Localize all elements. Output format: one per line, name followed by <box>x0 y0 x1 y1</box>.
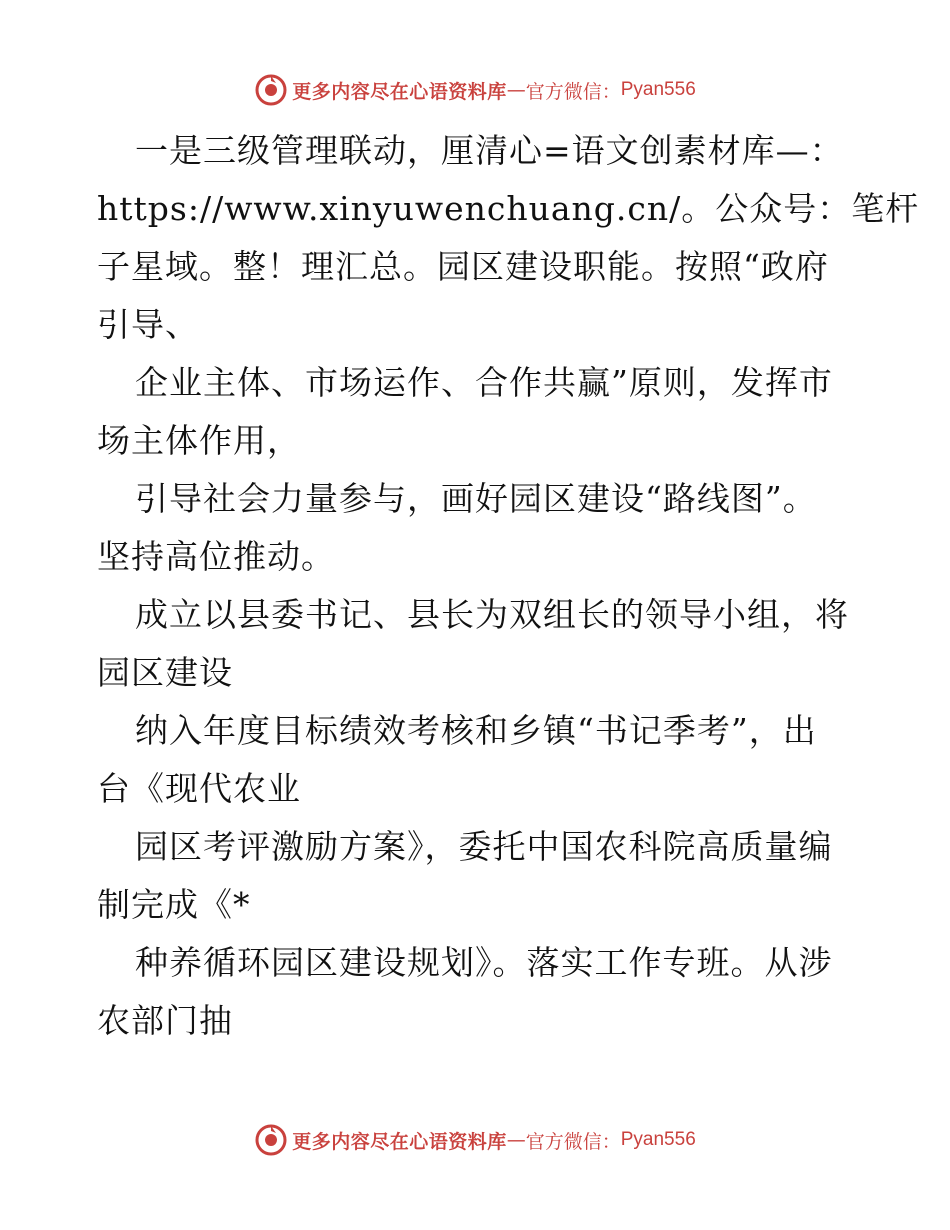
brand-logo-icon <box>254 73 288 107</box>
body-line: 成立以县委书记、县长为双组长的领导小组，将 <box>135 595 849 634</box>
body-line: 园区建设 <box>97 653 233 692</box>
body-line: 种养循环园区建设规划》。落实工作专班。从涉 <box>135 943 833 982</box>
footer-wechat-label: 官方微信： <box>525 1130 621 1153</box>
body-line: 农部门抽 <box>97 1001 233 1040</box>
header-text: 更多内容尽在心语资料库 <box>292 80 507 103</box>
body-line: 子星域。整！理汇总。园区建设职能。按照“政府 <box>97 247 829 286</box>
body-line: 引导、 <box>97 305 199 344</box>
body-line: 场主体作用， <box>97 421 301 460</box>
body-line: 纳入年度目标绩效考核和乡镇“书记季考”，出 <box>135 711 817 750</box>
body-line: 一是三级管理联动，厘清心=语文创素材库—： <box>135 131 844 170</box>
body-line: https://www.xinyuwenchuang.cn/。公众号：笔杆 <box>97 189 920 228</box>
body-line: 坚持高位推动。 <box>97 537 335 576</box>
header-banner <box>0 70 950 110</box>
body-line: 企业主体、市场运作、合作共赢”原则，发挥市 <box>135 363 833 402</box>
body-line: 园区考评激励方案》，委托中国农科院高质量编 <box>135 827 833 866</box>
header-wechat-label: 官方微信： <box>525 80 621 103</box>
brand-logo-icon <box>254 1123 288 1157</box>
header-wechat-id: Pyan556 <box>620 79 696 100</box>
document-body <box>97 122 920 1050</box>
body-line: 台《现代农业 <box>97 769 301 808</box>
header-separator: — <box>506 79 526 101</box>
footer-text: 更多内容尽在心语资料库 <box>292 1130 507 1153</box>
footer-separator: — <box>506 1129 526 1151</box>
body-line: 引导社会力量参与，画好园区建设“路线图”。 <box>135 479 817 518</box>
footer-wechat-id: Pyan556 <box>620 1129 696 1150</box>
footer-banner <box>0 1120 950 1160</box>
body-line: 制完成《* <box>97 885 251 924</box>
